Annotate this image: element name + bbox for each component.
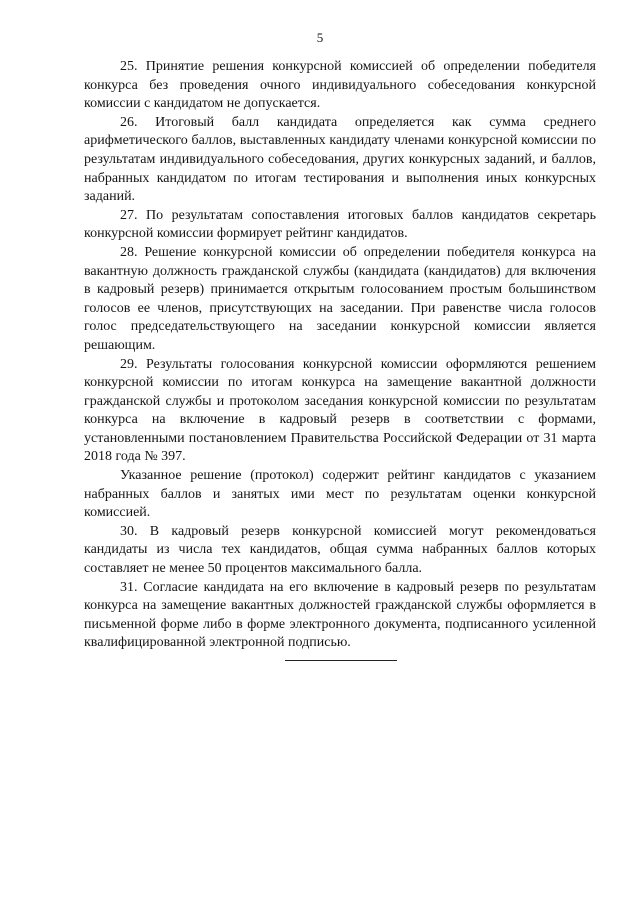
document-body: [84, 58, 596, 653]
paragraph-28: 28. Решение конкурсной комиссии об определении победителя конкурса на вакантную должность гражданской службы (кандидата (кандидатов) для включения в кадровый резерв) принимается открытым голосованием простым большинством голосов ее членов, присутствующих на заседании. При равенстве числа голосов голос председательствующего на заседании конкурсной комиссии является решающим.: [84, 244, 596, 353]
end-divider: [285, 660, 397, 661]
paragraph-29-note: Указанное решение (протокол) содержит рейтинг кандидатов с указанием набранных баллов и занятых ими мест по результатам оценки конкурсной комиссией.: [84, 468, 596, 521]
paragraph-25: 25. Принятие решения конкурсной комиссией об определении победителя конкурса без проведения очного индивидуального собеседования конкурсной комиссии с кандидатом не допускается.: [84, 59, 596, 112]
page-number: 5: [316, 30, 324, 45]
paragraph-30: 30. В кадровый резерв конкурсной комиссией могут рекомендоваться кандидаты из числа тех кандидатов, общая сумма набранных баллов которых составляет не менее 50 процентов максимального балла.: [84, 523, 596, 577]
paragraph-27: 27. По результатам сопоставления итоговых баллов кандидатов секретарь конкурсной комиссии формирует рейтинг кандидатов.: [84, 207, 596, 242]
paragraph-26: 26. Итоговый балл кандидата определяется как сумма среднего арифметического баллов, выставленных кандидату членами конкурсной комиссии по результатам индивидуального собеседования, других конкурсных заданий, и баллов, набранных кандидатом по итогам тестирования и выполнения иных конкурсных заданий.: [84, 114, 596, 205]
paragraph-29: 29. Результаты голосования конкурсной комиссии оформляются решением конкурсной комиссии по итогам конкурса на замещение вакантной должности гражданской службы и протоколом заседания конкурсной комиссии по результатам конкурса на включение в кадровый резерв в соответствии с формами, установленными постановлением Правительства Российской Федерации от 31 марта 2018 года № 397.: [84, 356, 596, 465]
paragraph-31: 31. Согласие кандидата на его включение в кадровый резерв по результатам конкурса на замещение вакантных должностей гражданской службы оформляется в письменной форме либо в форме электронного документа, подписанного усиленной квалифицированной электронной подписью.: [84, 579, 596, 651]
